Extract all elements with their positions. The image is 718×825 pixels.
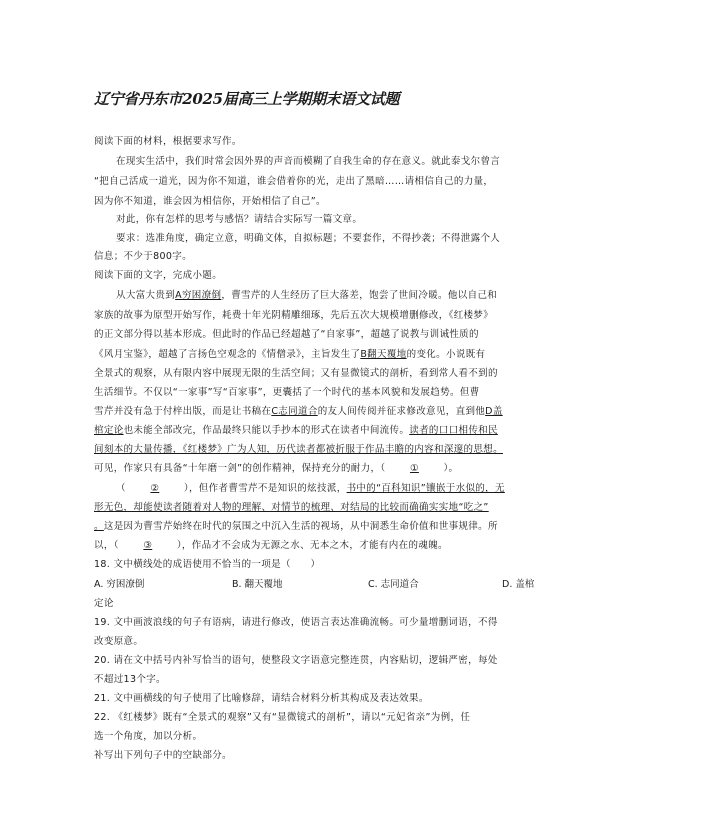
passage-text: 雪芹并没有急于付梓出版，而是让书稿在 xyxy=(94,406,272,417)
passage-text: ），但作者曹雪芹不是知识的炫技派， xyxy=(183,483,347,494)
section-intro: 补写出下列句子中的空缺部分。 xyxy=(94,750,232,761)
passage-text: 《风月宝鉴》，超越了言扬色空观念的《情僧录》，主旨发生了 xyxy=(94,349,361,360)
page-title: 辽宁省丹东市2025届高三上学期期末语文试题 xyxy=(94,90,400,108)
passage-text: ，曹雪芹的人生经历了巨大落差，饱尝了世间冷暖。他以自己和 xyxy=(221,290,498,301)
passage-text: （ xyxy=(116,483,126,494)
wavy-sentence: 读者的口口相传和民 xyxy=(409,425,498,436)
question-20-cont: 不超过13个字。 xyxy=(94,674,166,685)
passage-text: 这是因为曹雪芹始终在时代的氛围之中沉入生活的视场，从中洞悉生命价值和世事规律。所 xyxy=(103,521,498,532)
passage-line xyxy=(116,290,497,302)
question-20: 20. 请在文中括号内补写恰当的语句，使整段文字语意完整连贯，内容贴切，逻辑严密，每处 xyxy=(94,655,498,666)
passage-line: 全景式的观察，从有限内容中展现无限的生活空间；又有显微镜式的剖析，看到常人看不到的 xyxy=(94,368,498,379)
passage-text: 从大富大贵到 xyxy=(116,290,176,301)
question-19-cont: 改变原意。 xyxy=(94,636,144,647)
writing-material-line: 因为你不知道，谁会因为相信你，开始相信了自己”。 xyxy=(94,196,326,207)
question-22: 22. 《红楼梦》既有“全景式的观察”又有“显微镜式的剖析”，请以“元妃省亲”为例，任 xyxy=(94,712,471,723)
metaphor-sentence: 形无色，却能使读者随着对人物的理解、对情节的梳理、对结局的比较而确确实实地“吃之” xyxy=(94,502,489,513)
reading-intro: 阅读下面的文字，完成小题。 xyxy=(94,270,223,281)
option-a: A. 穷困潦倒 xyxy=(94,579,145,590)
question-22-cont: 选一个角度，加以分析。 xyxy=(94,731,203,742)
idiom-a: A穷困潦倒 xyxy=(175,290,222,301)
passage-line xyxy=(94,406,503,418)
passage-line: 的正文部分得以基本形成。但此时的作品已经超越了“自家事”，超越了说教与训诫性质的 xyxy=(94,329,479,340)
option-c: C. 志同道合 xyxy=(368,579,419,590)
passage-text: 可见，作家只有具备“十年磨一剑”的创作精神，保持充分的耐力，（ xyxy=(94,463,386,474)
passage-text: 的友人间传阅并征求修改意见，直到他 xyxy=(317,406,486,417)
writing-material-line: 在现实生活中，我们时常会因外界的声音而模糊了自我生命的存在意义。就此泰戈尔曾言 xyxy=(116,156,501,167)
idiom-c: C志同道合 xyxy=(271,406,318,417)
blank-2: ② xyxy=(150,483,160,494)
idiom-d: D盖 xyxy=(485,406,503,417)
passage-text: ）。 xyxy=(443,463,459,474)
passage-line: 家族的故事为原型开始写作，耗费十年光阴精雕细琢，先后五次大规模增删修改，《红楼梦》 xyxy=(94,310,494,321)
question-18: 18. 文中横线处的成语使用不恰当的一项是（ ） xyxy=(94,559,321,570)
writing-material-line: “把自己活成一道光，因为你不知道，谁会借着你的光，走出了黑暗……请相信自己的力量， xyxy=(94,176,494,187)
passage-text: ），作品才不会成为无源之水、无本之木，才能有内在的魂魄。 xyxy=(176,540,448,551)
writing-prompt: 对此，你有怎样的思考与感悟？请结合实际写一篇文章。 xyxy=(116,214,363,225)
blank-3: ③ xyxy=(143,540,153,551)
writing-requirements-line: 要求：选准角度，确定立意，明确文体，自拟标题；不要套作，不得抄袭；不得泄露个人 xyxy=(116,233,501,244)
passage-text: 也未能全部改完，作品最终只能以手抄本的形式在读者中间流传。 xyxy=(123,425,410,436)
metaphor-sentence: 。 xyxy=(94,521,104,532)
question-19: 19. 文中画波浪线的句子有语病，请进行修改，使语言表达准确流畅。可少量增删词语，不得 xyxy=(94,617,498,628)
passage-text: 的变化。小说既有 xyxy=(406,349,486,360)
question-21: 21. 文中画横线的句子使用了比喻修辞，请结合材料分析其构成及表达效果。 xyxy=(94,693,429,704)
option-b: B. 翻天覆地 xyxy=(232,579,283,590)
metaphor-sentence: 书中的“百科知识”镶嵌于水似的，无 xyxy=(346,483,505,494)
passage-line xyxy=(116,483,505,495)
passage-line xyxy=(94,425,498,437)
passage-line xyxy=(94,349,485,361)
passage-text: 以，（ xyxy=(94,540,119,551)
passage-line xyxy=(94,444,503,456)
idiom-d-cont: 棺定论 xyxy=(94,425,124,436)
passage-line xyxy=(94,540,448,552)
blank-1: ① xyxy=(410,463,419,474)
passage-line xyxy=(94,463,458,475)
writing-intro: 阅读下面的材料，根据要求写作。 xyxy=(94,136,242,147)
passage-line xyxy=(94,502,489,514)
wavy-sentence: 间刻本的大量传播，《红楼梦》广为人知，历代读者都被折服于作品丰瞻的内容和深邃的思想。 xyxy=(94,444,503,455)
writing-requirements-line: 信息；不少于800字。 xyxy=(94,251,192,262)
passage-line: 生活细节。不仅以“一家事”写“百家事”，更囊括了一个时代的基本风貌和发展趋势。但曹 xyxy=(94,387,480,398)
idiom-b: B翻天覆地 xyxy=(360,349,407,360)
option-d: D. 盖棺 xyxy=(502,579,535,590)
passage-line xyxy=(94,521,498,533)
option-d-cont: 定论 xyxy=(94,598,114,609)
